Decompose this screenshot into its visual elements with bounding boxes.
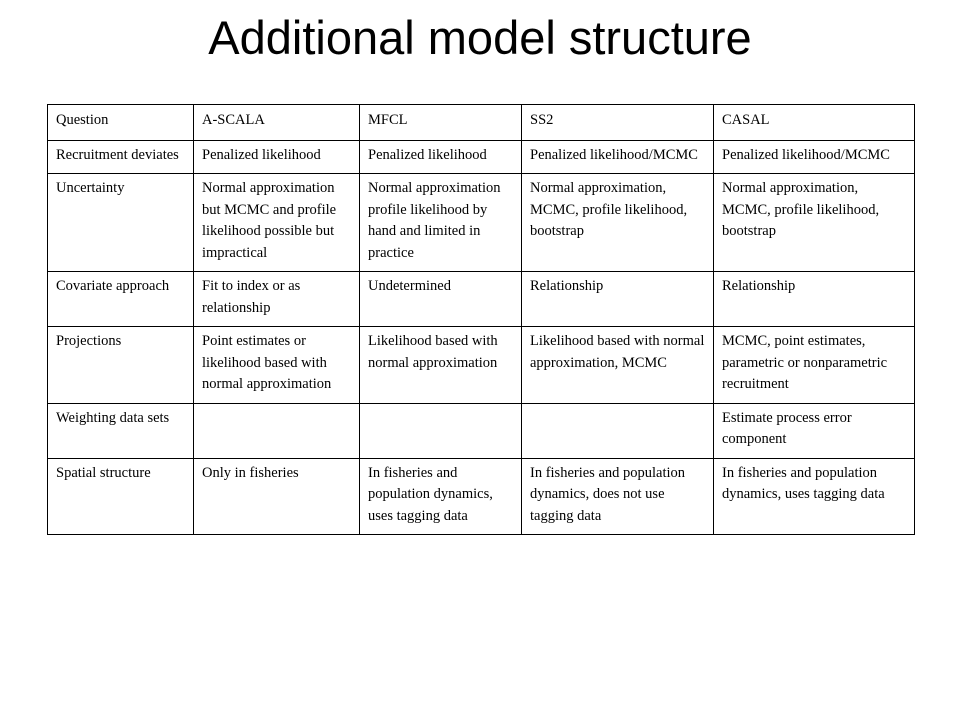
table-row-recruitment-deviates <box>48 140 915 174</box>
table-cell: Likelihood based with normal approximation, MCMC <box>522 327 714 404</box>
table-cell: Likelihood based with normal approximation <box>360 327 522 404</box>
table-cell: Normal approximation profile likelihood by hand and limited in practice <box>360 174 522 272</box>
table-row-covariate-approach <box>48 272 915 327</box>
table-cell: Normal approximation but MCMC and profile likelihood possible but impractical <box>194 174 360 272</box>
slide-title: Additional model structure <box>208 11 752 64</box>
comparison-table-container <box>47 104 914 535</box>
table-cell: Penalized likelihood/MCMC <box>522 140 714 174</box>
table-cell: Undetermined <box>360 272 522 327</box>
table-header-row <box>48 105 915 141</box>
table-cell: In fisheries and population dynamics, uses tagging data <box>360 458 522 535</box>
table-cell: Estimate process error component <box>714 403 915 458</box>
table-row-projections <box>48 327 915 404</box>
table-cell: Penalized likelihood <box>360 140 522 174</box>
table-cell: Normal approximation, MCMC, profile likelihood, bootstrap <box>714 174 915 272</box>
table-row-weighting-data-sets <box>48 403 915 458</box>
table-cell <box>522 403 714 458</box>
row-label-cell: Recruitment deviates <box>48 140 194 174</box>
table-cell: MCMC, point estimates, parametric or nonparametric recruitment <box>714 327 915 404</box>
table-cell: In fisheries and population dynamics, uses tagging data <box>714 458 915 535</box>
table-cell: Penalized likelihood/MCMC <box>714 140 915 174</box>
table-cell: Only in fisheries <box>194 458 360 535</box>
table-cell <box>360 403 522 458</box>
table-cell: In fisheries and population dynamics, does not use tagging data <box>522 458 714 535</box>
table-cell: Normal approximation, MCMC, profile likelihood, bootstrap <box>522 174 714 272</box>
row-label-cell: Spatial structure <box>48 458 194 535</box>
row-label-cell: Uncertainty <box>48 174 194 272</box>
header-cell-a-scala: A-SCALA <box>194 105 360 141</box>
header-cell-question: Question <box>48 105 194 141</box>
header-cell-casal: CASAL <box>714 105 915 141</box>
table-row-spatial-structure <box>48 458 915 535</box>
model-comparison-table <box>47 104 915 535</box>
table-cell <box>194 403 360 458</box>
header-cell-mfcl: MFCL <box>360 105 522 141</box>
table-row-uncertainty <box>48 174 915 272</box>
row-label-cell: Weighting data sets <box>48 403 194 458</box>
table-cell: Point estimates or likelihood based with normal approximation <box>194 327 360 404</box>
row-label-cell: Covariate approach <box>48 272 194 327</box>
row-label-cell: Projections <box>48 327 194 404</box>
table-cell: Relationship <box>522 272 714 327</box>
table-cell: Fit to index or as relationship <box>194 272 360 327</box>
table-cell: Penalized likelihood <box>194 140 360 174</box>
table-cell: Relationship <box>714 272 915 327</box>
header-cell-ss2: SS2 <box>522 105 714 141</box>
